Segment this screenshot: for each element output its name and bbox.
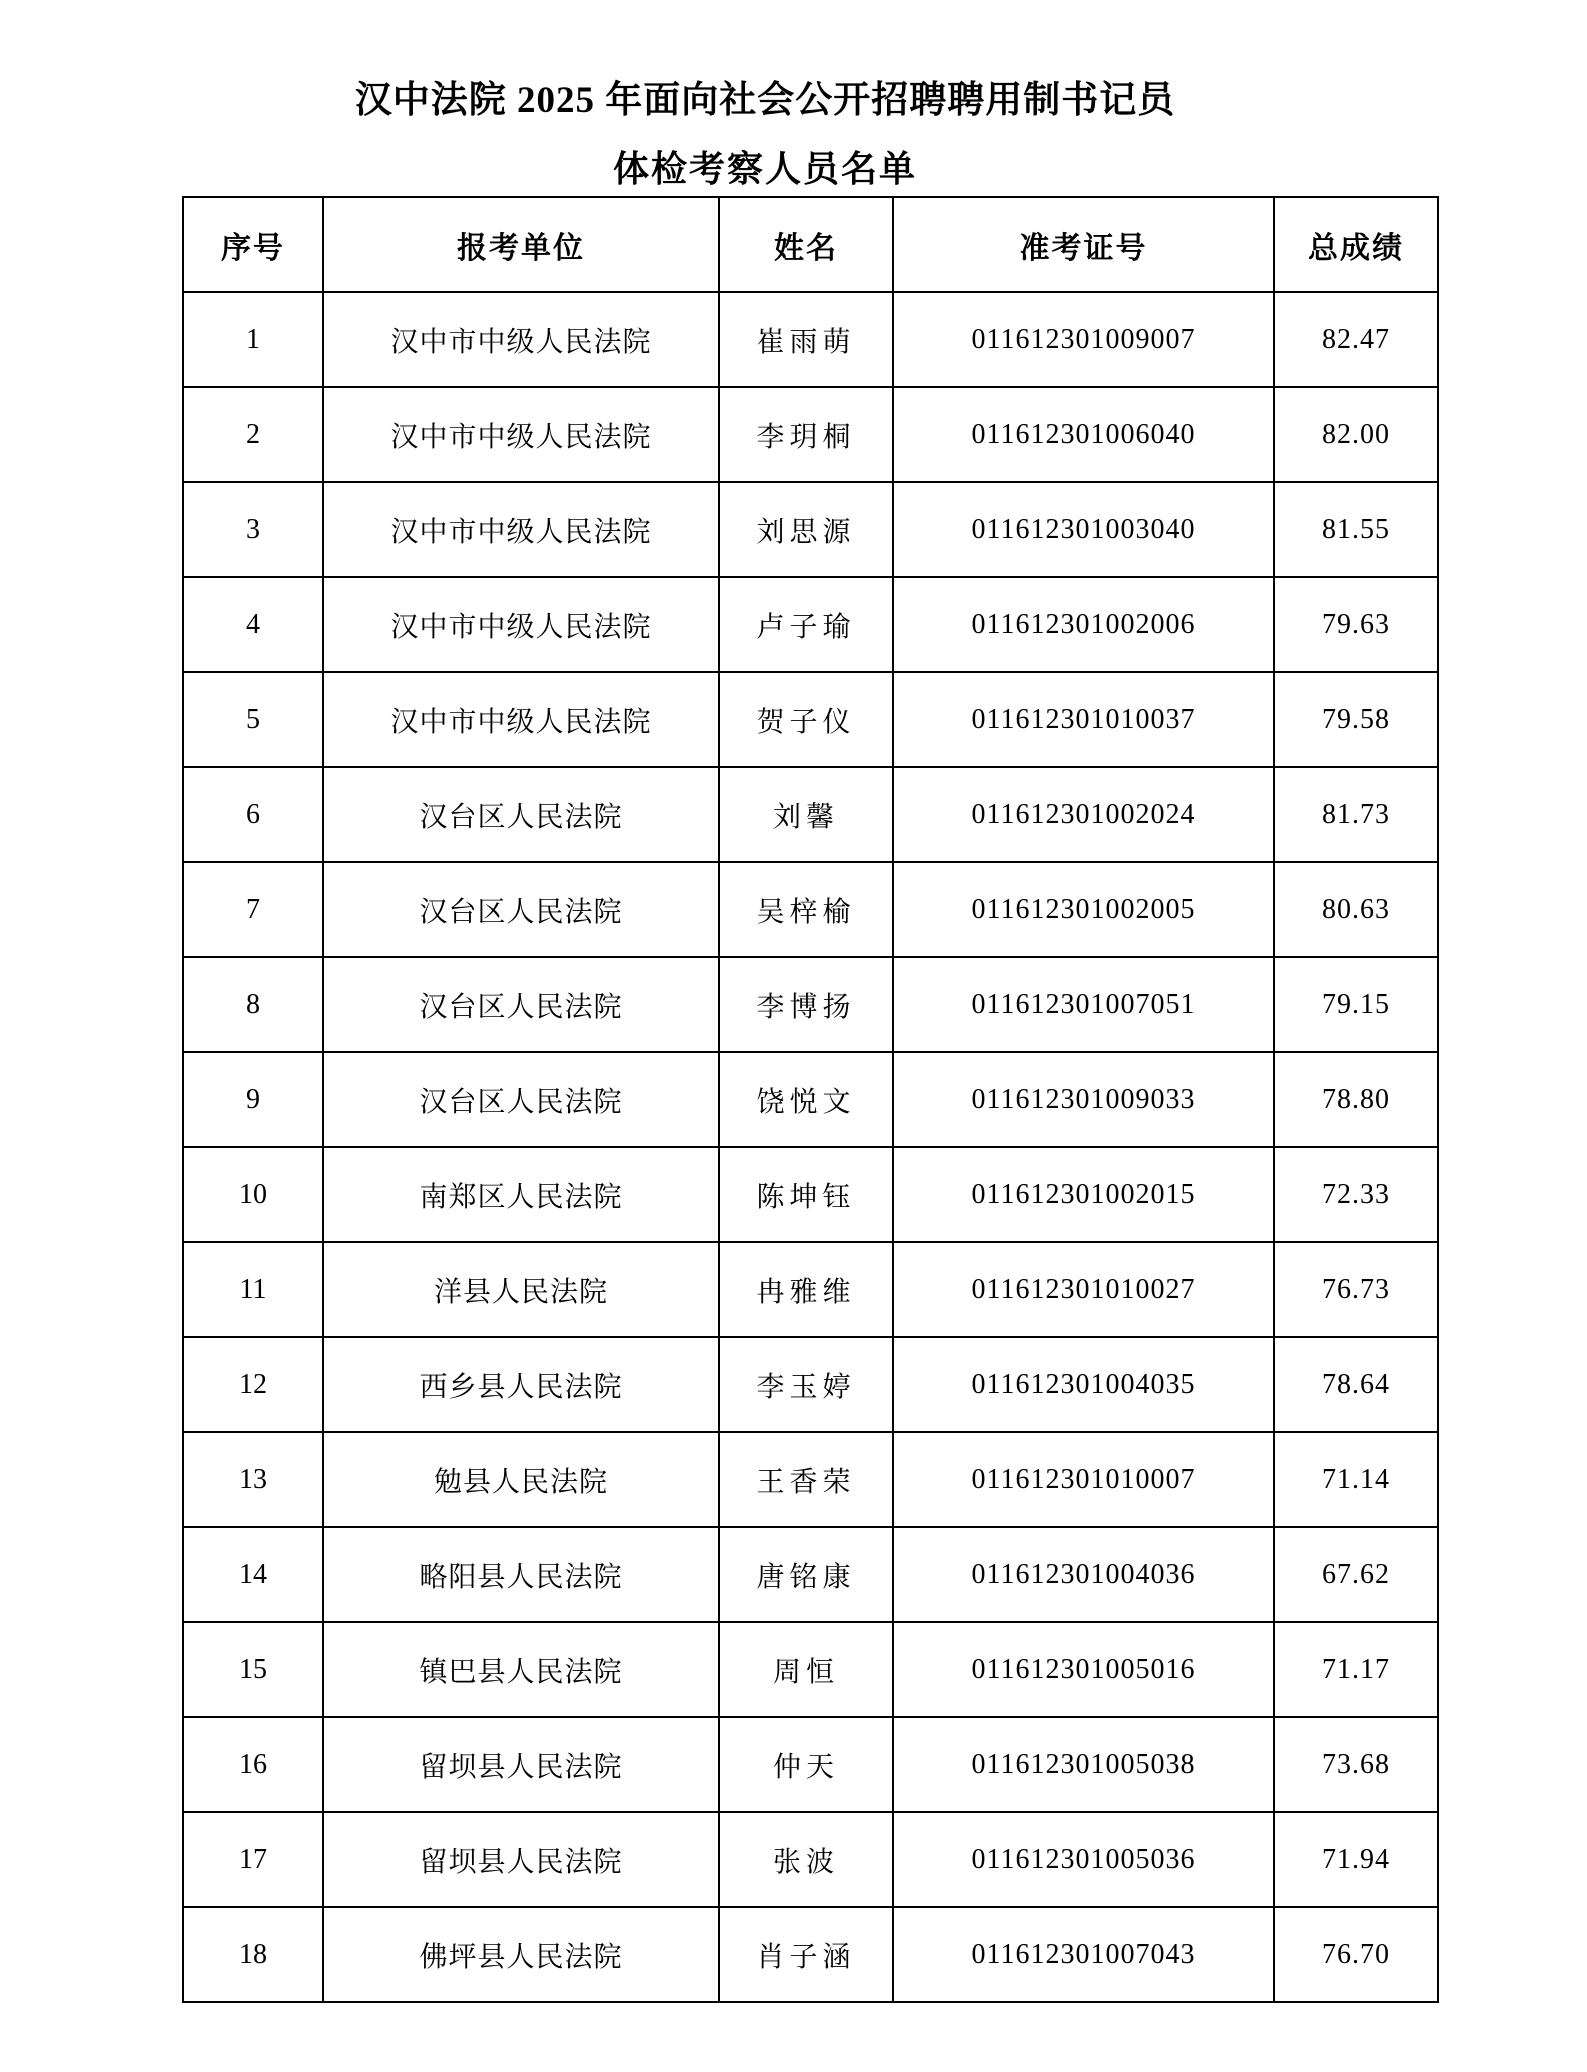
cell-index: 18 [183, 1907, 323, 2002]
cell-score: 81.55 [1274, 482, 1438, 577]
cell-index: 7 [183, 862, 323, 957]
table-body [183, 292, 1438, 2002]
table-row [183, 1147, 1438, 1242]
cell-index: 1 [183, 292, 323, 387]
cell-name: 李玉婷 [719, 1337, 893, 1432]
cell-score: 81.73 [1274, 767, 1438, 862]
cell-ticket: 011612301004035 [893, 1337, 1274, 1432]
cell-unit: 汉中市中级人民法院 [323, 292, 719, 387]
cell-ticket: 011612301002005 [893, 862, 1274, 957]
cell-index: 10 [183, 1147, 323, 1242]
cell-unit: 南郑区人民法院 [323, 1147, 719, 1242]
cell-name: 张波 [719, 1812, 893, 1907]
table-row [183, 577, 1438, 672]
cell-score: 82.00 [1274, 387, 1438, 482]
cell-unit: 汉中市中级人民法院 [323, 577, 719, 672]
cell-index: 3 [183, 482, 323, 577]
cell-unit: 镇巴县人民法院 [323, 1622, 719, 1717]
cell-unit: 汉中市中级人民法院 [323, 482, 719, 577]
cell-score: 79.15 [1274, 957, 1438, 1052]
cell-unit: 佛坪县人民法院 [323, 1907, 719, 2002]
cell-name: 仲天 [719, 1717, 893, 1812]
cell-score: 76.70 [1274, 1907, 1438, 2002]
cell-score: 82.47 [1274, 292, 1438, 387]
cell-ticket: 011612301004036 [893, 1527, 1274, 1622]
table-row [183, 1432, 1438, 1527]
page-subtitle: 体检考察人员名单 [612, 149, 917, 189]
cell-unit: 汉台区人民法院 [323, 862, 719, 957]
cell-index: 5 [183, 672, 323, 767]
cell-ticket: 011612301002006 [893, 577, 1274, 672]
table-row [183, 1907, 1438, 2002]
cell-name: 饶悦文 [719, 1052, 893, 1147]
cell-unit: 留坝县人民法院 [323, 1812, 719, 1907]
cell-ticket: 011612301006040 [893, 387, 1274, 482]
cell-ticket: 011612301005038 [893, 1717, 1274, 1812]
cell-name: 卢子瑜 [719, 577, 893, 672]
cell-index: 15 [183, 1622, 323, 1717]
cell-score: 73.68 [1274, 1717, 1438, 1812]
cell-ticket: 011612301002015 [893, 1147, 1274, 1242]
cell-unit: 略阳县人民法院 [323, 1527, 719, 1622]
cell-unit: 汉中市中级人民法院 [323, 387, 719, 482]
cell-name: 吴梓榆 [719, 862, 893, 957]
cell-score: 79.58 [1274, 672, 1438, 767]
table-row [183, 1052, 1438, 1147]
cell-name: 王香荣 [719, 1432, 893, 1527]
cell-name: 刘思源 [719, 482, 893, 577]
cell-score: 78.80 [1274, 1052, 1438, 1147]
table-row [183, 767, 1438, 862]
cell-index: 2 [183, 387, 323, 482]
cell-ticket: 011612301010007 [893, 1432, 1274, 1527]
cell-name: 李玥桐 [719, 387, 893, 482]
cell-name: 唐铭康 [719, 1527, 893, 1622]
table-row [183, 1812, 1438, 1907]
page-title: 汉中法院 2025 年面向社会公开招聘聘用制书记员 [354, 80, 1176, 121]
cell-score: 76.73 [1274, 1242, 1438, 1337]
col-header-name: 姓名 [719, 197, 893, 292]
cell-score: 71.14 [1274, 1432, 1438, 1527]
cell-unit: 洋县人民法院 [323, 1242, 719, 1337]
cell-ticket: 011612301009007 [893, 292, 1274, 387]
cell-name: 冉雅维 [719, 1242, 893, 1337]
cell-ticket: 011612301007051 [893, 957, 1274, 1052]
cell-unit: 汉台区人民法院 [323, 957, 719, 1052]
table-row [183, 292, 1438, 387]
title-block [175, 0, 1355, 192]
table-row [183, 1242, 1438, 1337]
cell-ticket: 011612301010027 [893, 1242, 1274, 1337]
candidates-table [182, 196, 1439, 2003]
cell-score: 71.17 [1274, 1622, 1438, 1717]
cell-ticket: 011612301005016 [893, 1622, 1274, 1717]
cell-ticket: 011612301002024 [893, 767, 1274, 862]
cell-index: 17 [183, 1812, 323, 1907]
cell-name: 陈坤钰 [719, 1147, 893, 1242]
table-row [183, 862, 1438, 957]
table-row [183, 672, 1438, 767]
col-header-unit: 报考单位 [323, 197, 719, 292]
cell-score: 67.62 [1274, 1527, 1438, 1622]
cell-index: 16 [183, 1717, 323, 1812]
header-row [183, 197, 1438, 292]
cell-index: 12 [183, 1337, 323, 1432]
roster-table-container [182, 196, 1437, 2003]
table-row [183, 1622, 1438, 1717]
cell-score: 79.63 [1274, 577, 1438, 672]
cell-unit: 汉台区人民法院 [323, 767, 719, 862]
cell-index: 8 [183, 957, 323, 1052]
cell-score: 80.63 [1274, 862, 1438, 957]
cell-index: 4 [183, 577, 323, 672]
cell-score: 78.64 [1274, 1337, 1438, 1432]
cell-ticket: 011612301005036 [893, 1812, 1274, 1907]
table-header [183, 197, 1438, 292]
cell-score: 71.94 [1274, 1812, 1438, 1907]
cell-unit: 留坝县人民法院 [323, 1717, 719, 1812]
table-row [183, 482, 1438, 577]
cell-name: 贺子仪 [719, 672, 893, 767]
cell-name: 崔雨萌 [719, 292, 893, 387]
cell-unit: 西乡县人民法院 [323, 1337, 719, 1432]
cell-unit: 汉中市中级人民法院 [323, 672, 719, 767]
cell-ticket: 011612301007043 [893, 1907, 1274, 2002]
cell-index: 11 [183, 1242, 323, 1337]
cell-ticket: 011612301010037 [893, 672, 1274, 767]
cell-score: 72.33 [1274, 1147, 1438, 1242]
col-header-index: 序号 [183, 197, 323, 292]
table-row [183, 387, 1438, 482]
cell-index: 6 [183, 767, 323, 862]
table-row [183, 1717, 1438, 1812]
cell-index: 13 [183, 1432, 323, 1527]
cell-ticket: 011612301009033 [893, 1052, 1274, 1147]
cell-index: 14 [183, 1527, 323, 1622]
cell-name: 周恒 [719, 1622, 893, 1717]
cell-name: 刘馨 [719, 767, 893, 862]
cell-name: 李博扬 [719, 957, 893, 1052]
table-row [183, 957, 1438, 1052]
cell-ticket: 011612301003040 [893, 482, 1274, 577]
col-header-ticket: 准考证号 [893, 197, 1274, 292]
cell-unit: 勉县人民法院 [323, 1432, 719, 1527]
col-header-score: 总成绩 [1274, 197, 1438, 292]
cell-unit: 汉台区人民法院 [323, 1052, 719, 1147]
cell-index: 9 [183, 1052, 323, 1147]
cell-name: 肖子涵 [719, 1907, 893, 2002]
table-row [183, 1337, 1438, 1432]
table-row [183, 1527, 1438, 1622]
